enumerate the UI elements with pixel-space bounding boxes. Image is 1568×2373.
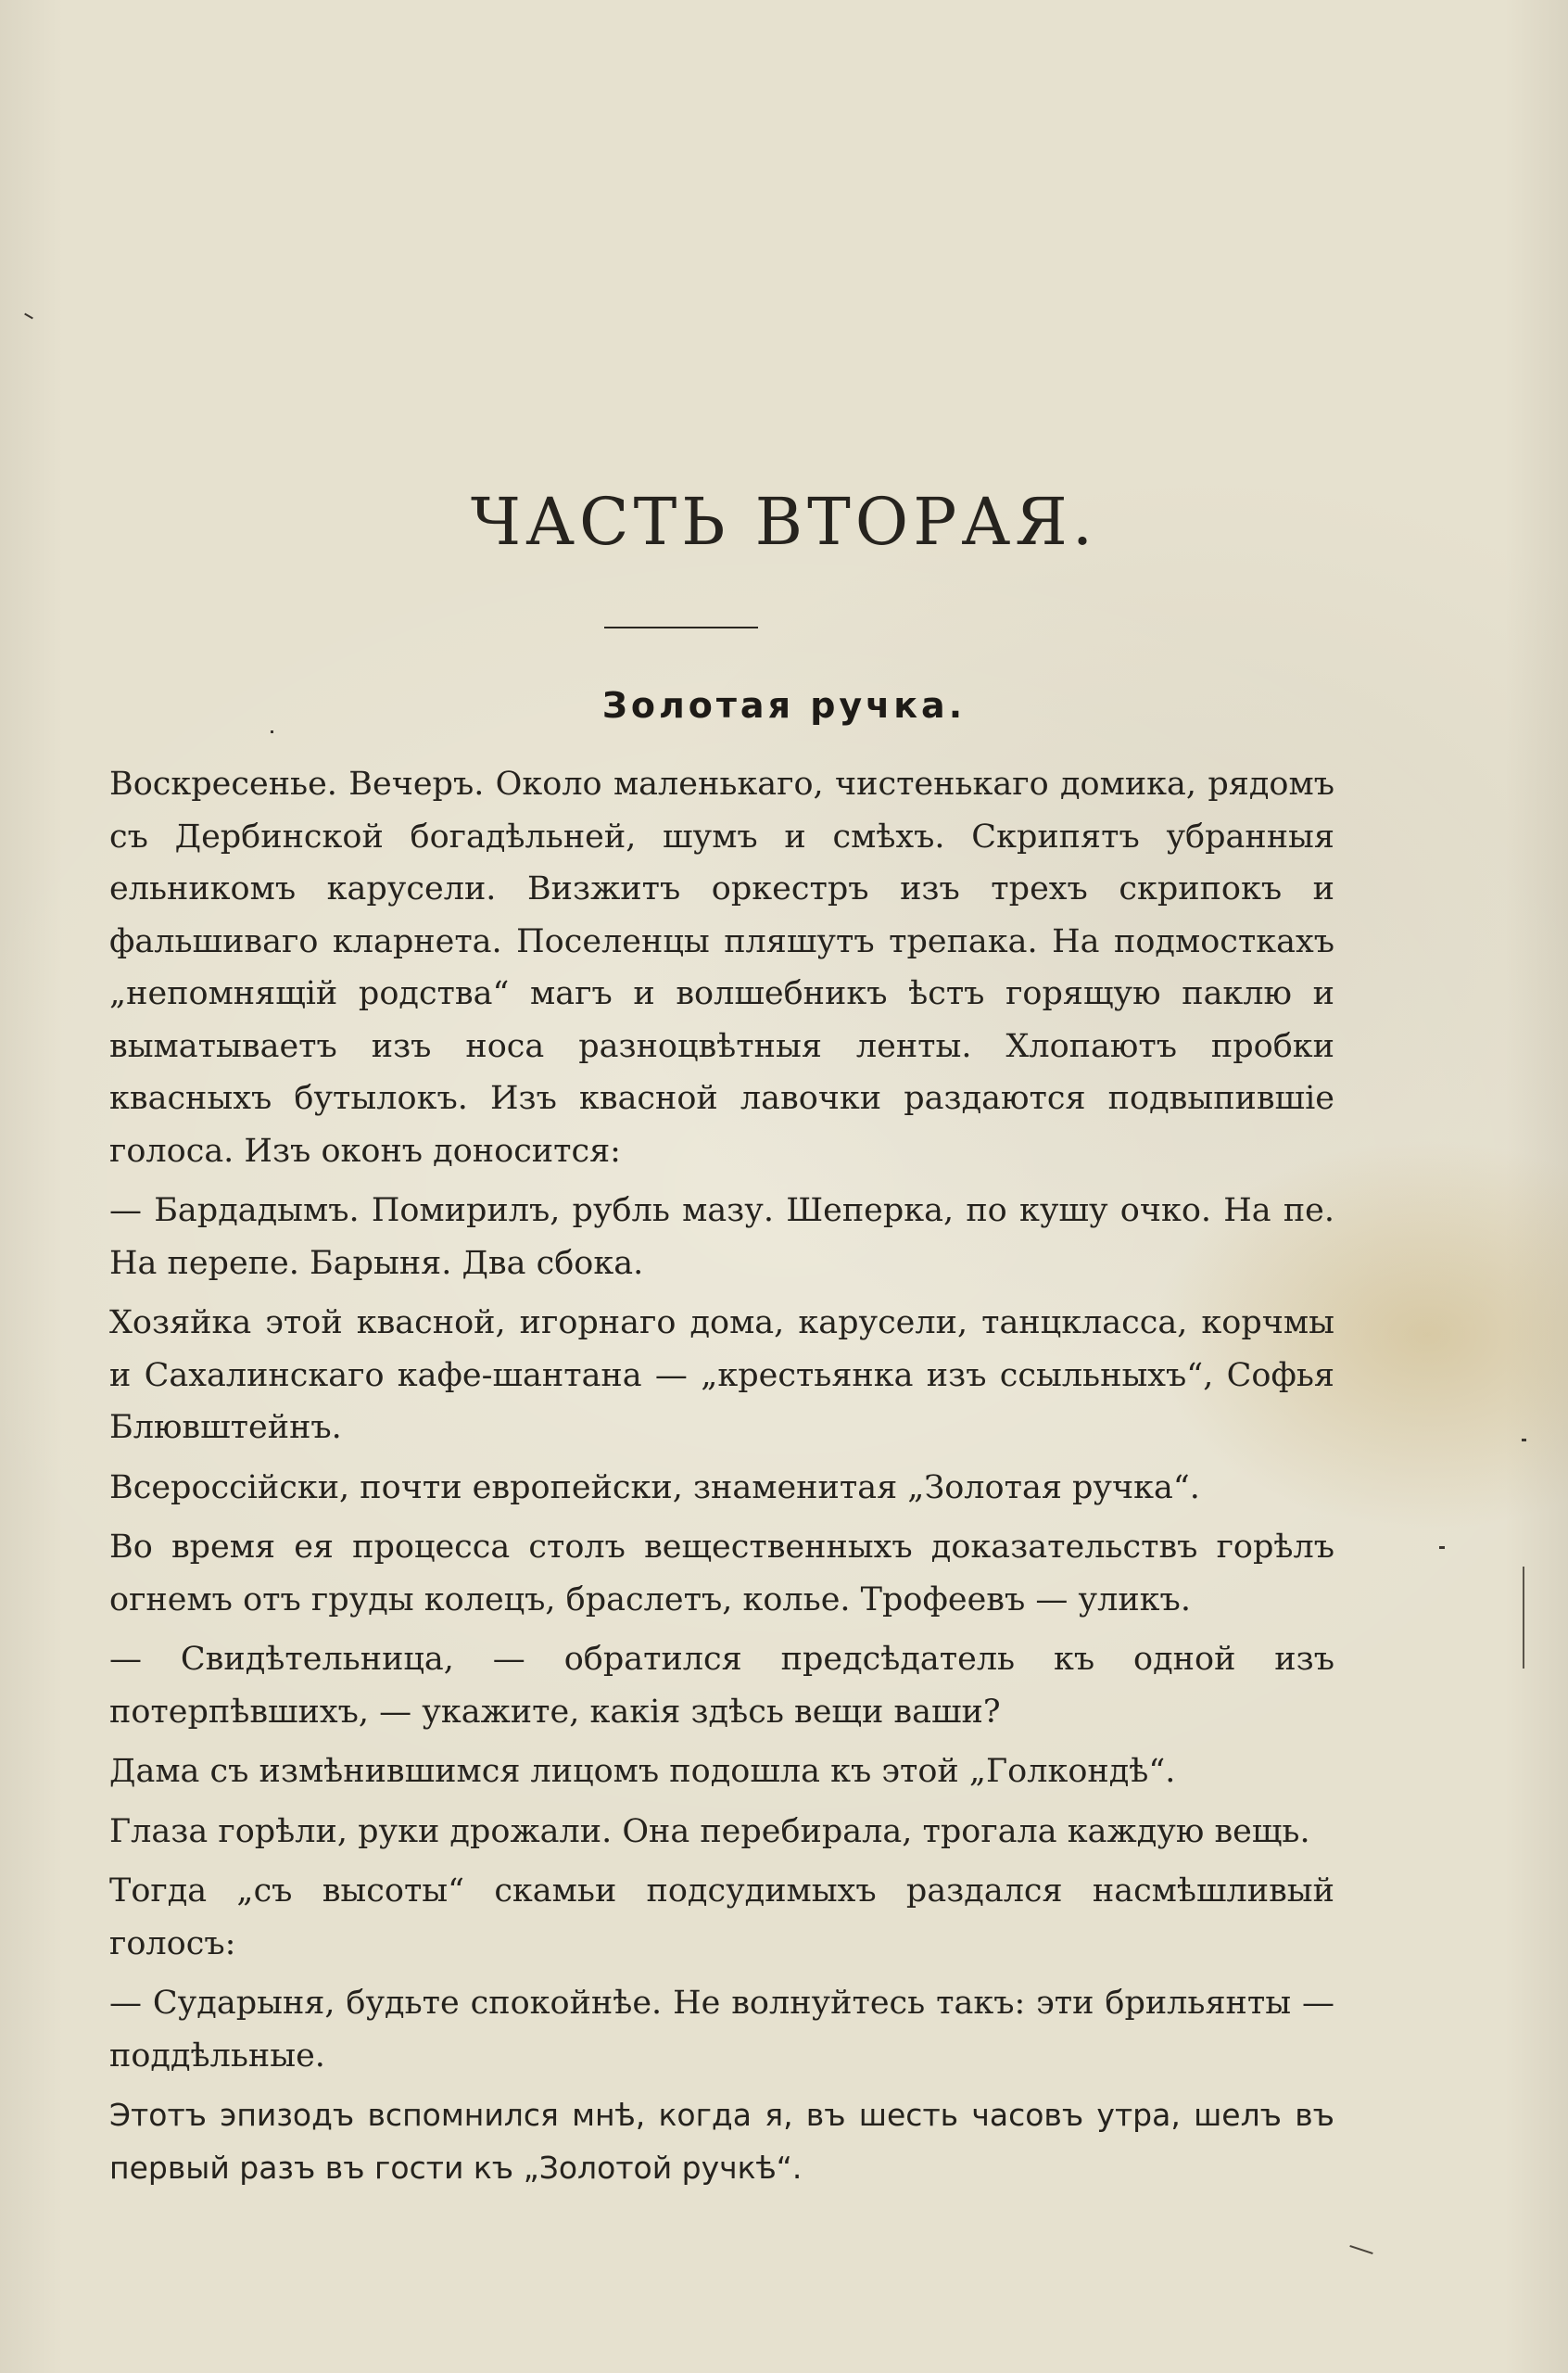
paragraph: Во время ея процесса столъ вещественныхъ доказательствъ горѣлъ огнемъ отъ груды колецъ, браслетъ, колье. Трофеевъ — уликъ. bbox=[109, 1529, 1334, 1618]
paragraph: Этотъ эпизодъ вспомнился мнѣ, когда я, въ шесть часовъ утра, шелъ въ первый разъ въ гости къ „Золотой ручкѣ“. bbox=[109, 2097, 1334, 2186]
chapter-title: Золотая ручка. bbox=[601, 685, 967, 726]
paragraph: — Свидѣтельница, — обратился предсѣдатель къ одной изъ потерпѣвшихъ, — укажите, какія здѣсь вещи ваши? bbox=[109, 1641, 1334, 1731]
margin-speck bbox=[1522, 1439, 1526, 1441]
paragraph: — Сударыня, будьте спокойнѣе. Не волнуйтесь такъ: эти брильянты — поддѣльные. bbox=[109, 1985, 1334, 2075]
margin-line bbox=[1523, 1567, 1524, 1669]
paragraph: Воскресенье. Вечеръ. Около маленькаго, чистенькаго домика, рядомъ съ Дербинской богадѣльней, шумъ и смѣхъ. Скрипятъ убранныя ельникомъ карусели. Визжитъ оркестръ изъ трехъ скрипокъ и фальшиваго кларнета. Поселенцы пляшутъ трепака. На подмосткахъ „непомнящій родства“ магъ и волшебникъ ѣстъ горящую паклю и выматываетъ изъ носа разноцвѣтныя ленты. Хлопаютъ пробки квасныхъ бутылокъ. Изъ квасной лавочки раздаются подвыпившіе голоса. Изъ оконъ доносится: bbox=[109, 766, 1334, 1170]
title-divider bbox=[604, 627, 758, 628]
page-dot bbox=[271, 730, 273, 733]
part-title: ЧАСТЬ ВТОРАЯ. bbox=[470, 484, 1098, 560]
paragraph: Дама съ измѣнившимся лицомъ подошла къ этой „Голкондѣ“. bbox=[109, 1753, 1176, 1790]
paragraph: Тогда „съ высоты“ скамьи подсудимыхъ раздался насмѣшливый голосъ: bbox=[109, 1872, 1334, 1962]
margin-speck bbox=[1439, 1546, 1445, 1549]
chapter-body bbox=[109, 758, 1334, 2202]
corner-mark bbox=[1349, 2245, 1372, 2254]
paragraph: Глаза горѣли, руки дрожали. Она перебирала, трогала каждую вещь. bbox=[109, 1812, 1310, 1850]
paragraph: Хозяйка этой квасной, игорнаго дома, карусели, танцкласса, корчмы и Сахалинскаго кафе-шантана — „крестьянка изъ ссыльныхъ“, Софья Блювштейнъ. bbox=[109, 1304, 1334, 1446]
edge-mark bbox=[24, 313, 33, 320]
paragraph: — Бардадымъ. Помирилъ, рубль мазу. Шеперка, по кушу очко. На пе. На перепе. Барыня. Два сбока. bbox=[109, 1192, 1334, 1282]
paragraph: Всероссійски, почти европейски, знаменитая „Золотая ручка“. bbox=[109, 1468, 1200, 1506]
